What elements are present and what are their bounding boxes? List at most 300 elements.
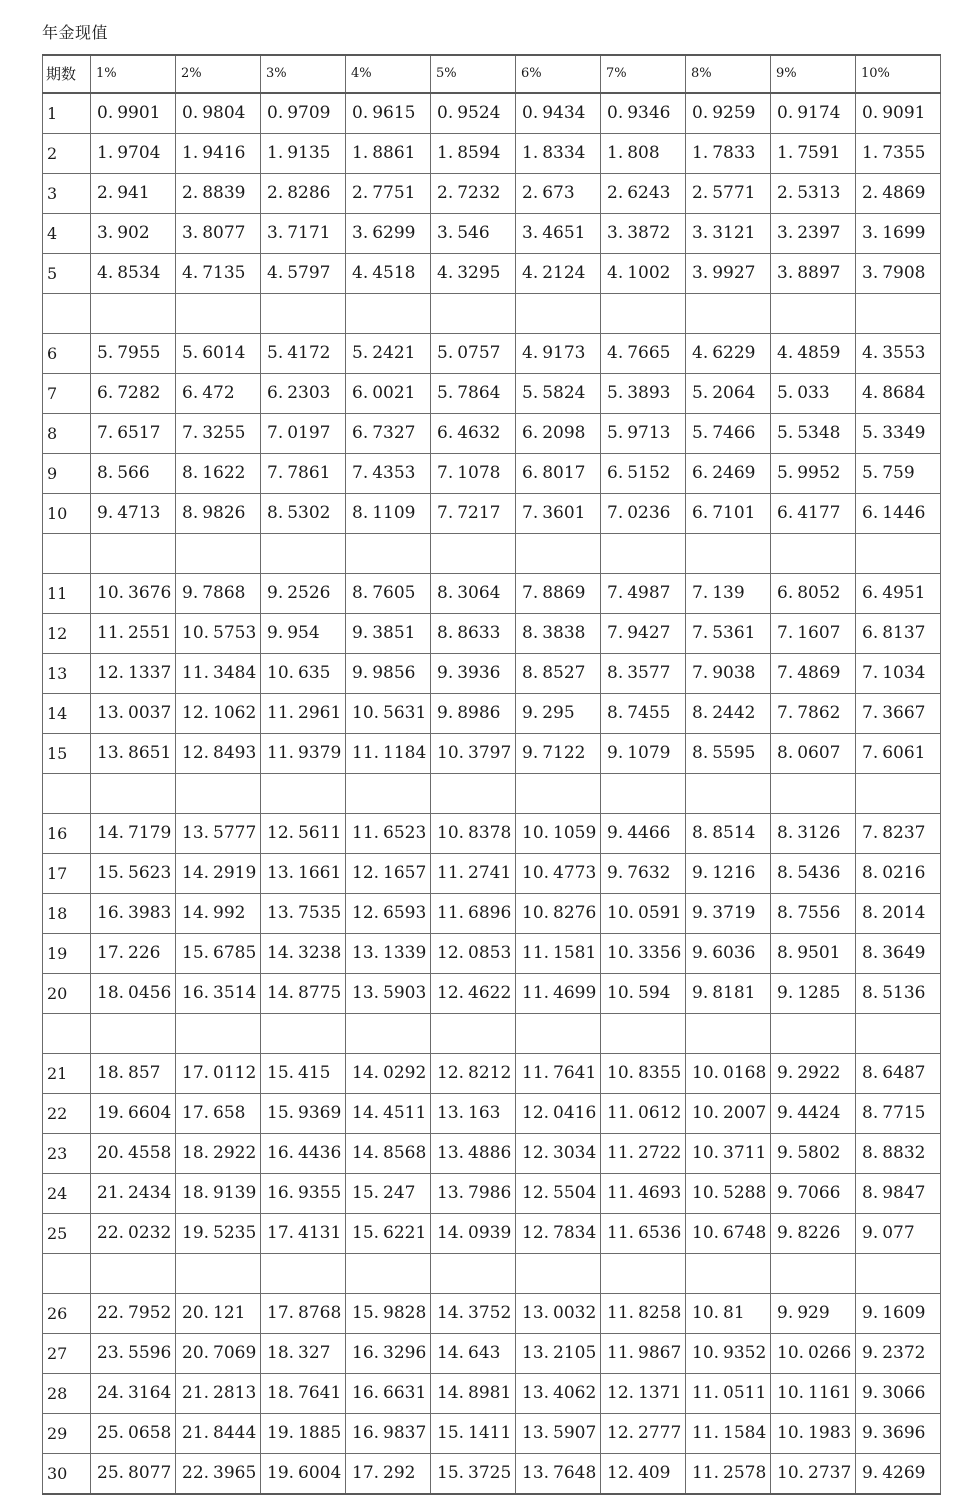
cell-value: 6. 4632 (431, 414, 516, 454)
cell-value: 10. 1059 (516, 814, 601, 854)
cell-period: 11 (43, 574, 91, 614)
column-header-rate-10pct: 10% (856, 55, 941, 93)
cell-value: 12. 1337 (91, 654, 176, 694)
cell-value: 3. 902 (91, 214, 176, 254)
cell-value: 7. 6517 (91, 414, 176, 454)
cell-value: 15. 6785 (176, 934, 261, 974)
cell-period: 12 (43, 614, 91, 654)
cell-value: 18. 327 (261, 1334, 346, 1374)
cell-value: 19. 5235 (176, 1214, 261, 1254)
cell-value: 8. 3577 (601, 654, 686, 694)
cell-value: 9. 7632 (601, 854, 686, 894)
spacer-cell (43, 1254, 91, 1294)
cell-value: 7. 1078 (431, 454, 516, 494)
cell-value: 7. 4869 (771, 654, 856, 694)
cell-value: 10. 2737 (771, 1454, 856, 1495)
cell-value: 6. 8017 (516, 454, 601, 494)
cell-value: 9. 295 (516, 694, 601, 734)
cell-value: 2. 4869 (856, 174, 941, 214)
cell-period: 14 (43, 694, 91, 734)
cell-value: 6. 2098 (516, 414, 601, 454)
spacer-cell (856, 774, 941, 814)
cell-value: 2. 7751 (346, 174, 431, 214)
cell-value: 8. 5436 (771, 854, 856, 894)
cell-value: 14. 0292 (346, 1054, 431, 1094)
cell-value: 9. 4466 (601, 814, 686, 854)
cell-value: 7. 0197 (261, 414, 346, 454)
cell-value: 8. 8514 (686, 814, 771, 854)
cell-value: 10. 3676 (91, 574, 176, 614)
cell-value: 8. 7605 (346, 574, 431, 614)
cell-value: 15. 6221 (346, 1214, 431, 1254)
cell-value: 17. 4131 (261, 1214, 346, 1254)
cell-value: 5. 9713 (601, 414, 686, 454)
cell-value: 13. 8651 (91, 734, 176, 774)
cell-value: 8. 9847 (856, 1174, 941, 1214)
cell-value: 0. 9615 (346, 93, 431, 134)
cell-value: 15. 5623 (91, 854, 176, 894)
column-header-rate-5pct: 5% (431, 55, 516, 93)
cell-value: 5. 3349 (856, 414, 941, 454)
spacer-cell (431, 1014, 516, 1054)
cell-value: 13. 4062 (516, 1374, 601, 1414)
cell-value: 8. 1622 (176, 454, 261, 494)
cell-value: 2. 941 (91, 174, 176, 214)
cell-value: 7. 3255 (176, 414, 261, 454)
cell-value: 7. 1034 (856, 654, 941, 694)
cell-value: 9. 9856 (346, 654, 431, 694)
cell-value: 13. 7535 (261, 894, 346, 934)
table-spacer-row (43, 1014, 941, 1054)
cell-period: 19 (43, 934, 91, 974)
cell-value: 13. 7648 (516, 1454, 601, 1495)
cell-value: 1. 7355 (856, 134, 941, 174)
spacer-cell (91, 294, 176, 334)
cell-value: 19. 6004 (261, 1454, 346, 1495)
cell-value: 19. 6604 (91, 1094, 176, 1134)
table-row (43, 174, 941, 214)
cell-value: 7. 5361 (686, 614, 771, 654)
spacer-cell (516, 1254, 601, 1294)
cell-value: 12. 409 (601, 1454, 686, 1495)
cell-value: 10. 5631 (346, 694, 431, 734)
spacer-cell (91, 774, 176, 814)
cell-value: 5. 0757 (431, 334, 516, 374)
cell-value: 11. 1584 (686, 1414, 771, 1454)
table-row (43, 614, 941, 654)
cell-period: 16 (43, 814, 91, 854)
cell-value: 0. 9259 (686, 93, 771, 134)
cell-value: 5. 5348 (771, 414, 856, 454)
cell-value: 11. 4693 (601, 1174, 686, 1214)
spacer-cell (176, 1014, 261, 1054)
cell-value: 7. 7861 (261, 454, 346, 494)
spacer-cell (346, 1014, 431, 1054)
cell-value: 7. 9038 (686, 654, 771, 694)
cell-value: 21. 2813 (176, 1374, 261, 1414)
cell-value: 10. 6748 (686, 1214, 771, 1254)
cell-value: 5. 2064 (686, 374, 771, 414)
cell-value: 5. 4172 (261, 334, 346, 374)
spacer-cell (43, 294, 91, 334)
annuity-present-value-table-container (42, 54, 940, 1495)
cell-value: 6. 4177 (771, 494, 856, 534)
table-row (43, 974, 941, 1014)
spacer-cell (516, 534, 601, 574)
cell-value: 8. 7455 (601, 694, 686, 734)
cell-value: 4. 4518 (346, 254, 431, 294)
spacer-cell (771, 1254, 856, 1294)
cell-value: 11. 2961 (261, 694, 346, 734)
cell-value: 8. 0216 (856, 854, 941, 894)
cell-value: 11. 2578 (686, 1454, 771, 1495)
cell-value: 20. 7069 (176, 1334, 261, 1374)
cell-period: 8 (43, 414, 91, 454)
table-body (43, 93, 941, 1494)
cell-value: 3. 7908 (856, 254, 941, 294)
cell-value: 9. 077 (856, 1214, 941, 1254)
cell-value: 15. 9828 (346, 1294, 431, 1334)
spacer-cell (346, 294, 431, 334)
table-row (43, 334, 941, 374)
cell-value: 5. 033 (771, 374, 856, 414)
table-row (43, 374, 941, 414)
cell-value: 25. 0658 (91, 1414, 176, 1454)
cell-value: 6. 8137 (856, 614, 941, 654)
cell-period: 20 (43, 974, 91, 1014)
spacer-cell (43, 774, 91, 814)
cell-value: 17. 292 (346, 1454, 431, 1495)
table-row (43, 1454, 941, 1495)
cell-value: 16. 3514 (176, 974, 261, 1014)
cell-value: 13. 5907 (516, 1414, 601, 1454)
spacer-cell (856, 534, 941, 574)
table-row (43, 1294, 941, 1334)
cell-value: 11. 3484 (176, 654, 261, 694)
spacer-cell (516, 294, 601, 334)
cell-value: 10. 635 (261, 654, 346, 694)
cell-value: 8. 5302 (261, 494, 346, 534)
cell-value: 9. 1285 (771, 974, 856, 1014)
cell-value: 11. 7641 (516, 1054, 601, 1094)
cell-value: 5. 5824 (516, 374, 601, 414)
cell-value: 12. 1371 (601, 1374, 686, 1414)
cell-value: 8. 3126 (771, 814, 856, 854)
cell-value: 13. 163 (431, 1094, 516, 1134)
cell-value: 6. 7327 (346, 414, 431, 454)
table-header-row (43, 55, 941, 93)
cell-value: 12. 6593 (346, 894, 431, 934)
spacer-cell (516, 774, 601, 814)
cell-value: 14. 992 (176, 894, 261, 934)
table-row (43, 894, 941, 934)
table-spacer-row (43, 534, 941, 574)
spacer-cell (771, 534, 856, 574)
cell-value: 21. 2434 (91, 1174, 176, 1214)
cell-value: 11. 6523 (346, 814, 431, 854)
cell-value: 11. 1184 (346, 734, 431, 774)
cell-value: 17. 0112 (176, 1054, 261, 1094)
cell-period: 1 (43, 93, 91, 134)
cell-value: 12. 4622 (431, 974, 516, 1014)
spacer-cell (771, 1014, 856, 1054)
cell-value: 0. 9524 (431, 93, 516, 134)
cell-value: 1. 9135 (261, 134, 346, 174)
cell-value: 3. 546 (431, 214, 516, 254)
cell-value: 7. 8237 (856, 814, 941, 854)
cell-value: 10. 2007 (686, 1094, 771, 1134)
cell-value: 0. 9091 (856, 93, 941, 134)
cell-value: 14. 3752 (431, 1294, 516, 1334)
cell-value: 21. 8444 (176, 1414, 261, 1454)
cell-value: 7. 7862 (771, 694, 856, 734)
cell-value: 10. 4773 (516, 854, 601, 894)
spacer-cell (856, 1014, 941, 1054)
spacer-cell (601, 534, 686, 574)
table-row (43, 134, 941, 174)
spacer-cell (856, 294, 941, 334)
cell-period: 2 (43, 134, 91, 174)
cell-value: 10. 5288 (686, 1174, 771, 1214)
spacer-cell (771, 774, 856, 814)
cell-value: 10. 8378 (431, 814, 516, 854)
cell-value: 15. 247 (346, 1174, 431, 1214)
cell-value: 11. 0511 (686, 1374, 771, 1414)
spacer-cell (686, 1014, 771, 1054)
table-row (43, 1054, 941, 1094)
cell-period: 9 (43, 454, 91, 494)
column-header-rate-2pct: 2% (176, 55, 261, 93)
cell-value: 13. 5903 (346, 974, 431, 1014)
column-header-rate-7pct: 7% (601, 55, 686, 93)
cell-value: 0. 9174 (771, 93, 856, 134)
cell-value: 8. 3649 (856, 934, 941, 974)
table-row (43, 814, 941, 854)
spacer-cell (686, 774, 771, 814)
table-row (43, 214, 941, 254)
cell-value: 10. 3711 (686, 1134, 771, 1174)
spacer-cell (261, 534, 346, 574)
cell-value: 9. 954 (261, 614, 346, 654)
table-row (43, 1134, 941, 1174)
spacer-cell (771, 294, 856, 334)
cell-value: 10. 5753 (176, 614, 261, 654)
cell-value: 9. 8226 (771, 1214, 856, 1254)
cell-value: 2. 8286 (261, 174, 346, 214)
cell-value: 12. 2777 (601, 1414, 686, 1454)
cell-period: 22 (43, 1094, 91, 1134)
cell-value: 8. 8633 (431, 614, 516, 654)
spacer-cell (346, 774, 431, 814)
cell-value: 25. 8077 (91, 1454, 176, 1495)
cell-value: 11. 2551 (91, 614, 176, 654)
cell-value: 4. 8684 (856, 374, 941, 414)
spacer-cell (431, 774, 516, 814)
spacer-cell (601, 1254, 686, 1294)
cell-value: 13. 2105 (516, 1334, 601, 1374)
cell-value: 5. 3893 (601, 374, 686, 414)
cell-value: 13. 0037 (91, 694, 176, 734)
spacer-cell (176, 1254, 261, 1294)
spacer-cell (176, 534, 261, 574)
cell-period: 29 (43, 1414, 91, 1454)
cell-value: 3. 9927 (686, 254, 771, 294)
cell-value: 9. 2372 (856, 1334, 941, 1374)
spacer-cell (346, 1254, 431, 1294)
column-header-rate-1pct: 1% (91, 55, 176, 93)
column-header-period: 期数 (43, 55, 91, 93)
cell-value: 7. 0236 (601, 494, 686, 534)
cell-period: 10 (43, 494, 91, 534)
spacer-cell (91, 534, 176, 574)
cell-value: 14. 3238 (261, 934, 346, 974)
cell-value: 9. 5802 (771, 1134, 856, 1174)
cell-value: 12. 3034 (516, 1134, 601, 1174)
spacer-cell (176, 294, 261, 334)
cell-value: 4. 4859 (771, 334, 856, 374)
column-header-rate-4pct: 4% (346, 55, 431, 93)
cell-value: 14. 4511 (346, 1094, 431, 1134)
cell-value: 8. 7715 (856, 1094, 941, 1134)
cell-value: 3. 4651 (516, 214, 601, 254)
cell-value: 8. 8832 (856, 1134, 941, 1174)
cell-value: 6. 2303 (261, 374, 346, 414)
cell-value: 8. 8527 (516, 654, 601, 694)
cell-value: 9. 1609 (856, 1294, 941, 1334)
spacer-cell (91, 1254, 176, 1294)
table-row (43, 1374, 941, 1414)
cell-period: 26 (43, 1294, 91, 1334)
spacer-cell (431, 534, 516, 574)
cell-value: 6. 7282 (91, 374, 176, 414)
cell-value: 5. 759 (856, 454, 941, 494)
cell-value: 11. 4699 (516, 974, 601, 1014)
cell-value: 12. 7834 (516, 1214, 601, 1254)
spacer-cell (261, 1014, 346, 1054)
spacer-cell (856, 1254, 941, 1294)
cell-value: 8. 5595 (686, 734, 771, 774)
cell-value: 9. 3936 (431, 654, 516, 694)
cell-value: 12. 0416 (516, 1094, 601, 1134)
cell-value: 19. 1885 (261, 1414, 346, 1454)
cell-value: 2. 5313 (771, 174, 856, 214)
cell-period: 7 (43, 374, 91, 414)
cell-period: 17 (43, 854, 91, 894)
cell-value: 5. 9952 (771, 454, 856, 494)
table-spacer-row (43, 1254, 941, 1294)
column-header-rate-3pct: 3% (261, 55, 346, 93)
spacer-cell (346, 534, 431, 574)
cell-value: 8. 3838 (516, 614, 601, 654)
cell-value: 8. 3064 (431, 574, 516, 614)
table-spacer-row (43, 294, 941, 334)
cell-value: 2. 8839 (176, 174, 261, 214)
cell-value: 1. 9704 (91, 134, 176, 174)
cell-value: 9. 7868 (176, 574, 261, 614)
cell-value: 9. 7066 (771, 1174, 856, 1214)
cell-value: 4. 3295 (431, 254, 516, 294)
cell-value: 11. 1581 (516, 934, 601, 974)
cell-value: 3. 7171 (261, 214, 346, 254)
cell-value: 4. 9173 (516, 334, 601, 374)
table-row (43, 1174, 941, 1214)
cell-value: 24. 3164 (91, 1374, 176, 1414)
cell-value: 7. 8869 (516, 574, 601, 614)
cell-value: 14. 2919 (176, 854, 261, 894)
spacer-cell (516, 1014, 601, 1054)
cell-value: 9. 6036 (686, 934, 771, 974)
cell-value: 2. 5771 (686, 174, 771, 214)
cell-value: 9. 929 (771, 1294, 856, 1334)
cell-value: 14. 8775 (261, 974, 346, 1014)
spacer-cell (686, 534, 771, 574)
cell-period: 18 (43, 894, 91, 934)
cell-value: 9. 2526 (261, 574, 346, 614)
cell-value: 7. 7217 (431, 494, 516, 534)
table-spacer-row (43, 774, 941, 814)
table-header (43, 55, 941, 93)
cell-value: 16. 3296 (346, 1334, 431, 1374)
cell-value: 9. 3851 (346, 614, 431, 654)
cell-period: 3 (43, 174, 91, 214)
spacer-cell (176, 774, 261, 814)
cell-value: 8. 5136 (856, 974, 941, 1014)
cell-value: 14. 8981 (431, 1374, 516, 1414)
cell-value: 6. 4951 (856, 574, 941, 614)
cell-value: 2. 673 (516, 174, 601, 214)
cell-value: 11. 8258 (601, 1294, 686, 1334)
cell-value: 13. 7986 (431, 1174, 516, 1214)
cell-value: 4. 7665 (601, 334, 686, 374)
cell-period: 15 (43, 734, 91, 774)
cell-value: 6. 472 (176, 374, 261, 414)
cell-value: 11. 2722 (601, 1134, 686, 1174)
cell-value: 4. 1002 (601, 254, 686, 294)
cell-value: 16. 9355 (261, 1174, 346, 1214)
spacer-cell (91, 1014, 176, 1054)
cell-value: 8. 6487 (856, 1054, 941, 1094)
cell-value: 6. 1446 (856, 494, 941, 534)
cell-value: 5. 2421 (346, 334, 431, 374)
cell-value: 0. 9901 (91, 93, 176, 134)
cell-value: 18. 7641 (261, 1374, 346, 1414)
table-row (43, 654, 941, 694)
table-row (43, 1094, 941, 1134)
cell-value: 7. 6061 (856, 734, 941, 774)
cell-value: 8. 2014 (856, 894, 941, 934)
cell-value: 4. 3553 (856, 334, 941, 374)
cell-value: 1. 9416 (176, 134, 261, 174)
cell-value: 1. 7833 (686, 134, 771, 174)
cell-value: 7. 3601 (516, 494, 601, 534)
cell-value: 15. 3725 (431, 1454, 516, 1495)
cell-value: 0. 9804 (176, 93, 261, 134)
cell-value: 9. 8181 (686, 974, 771, 1014)
cell-value: 1. 8861 (346, 134, 431, 174)
cell-period: 25 (43, 1214, 91, 1254)
cell-value: 18. 857 (91, 1054, 176, 1094)
cell-value: 12. 5611 (261, 814, 346, 854)
cell-value: 11. 9867 (601, 1334, 686, 1374)
spacer-cell (43, 1014, 91, 1054)
cell-value: 16. 3983 (91, 894, 176, 934)
cell-value: 18. 9139 (176, 1174, 261, 1214)
table-row (43, 934, 941, 974)
cell-period: 21 (43, 1054, 91, 1094)
cell-value: 7. 4353 (346, 454, 431, 494)
table-row (43, 574, 941, 614)
cell-value: 15. 9369 (261, 1094, 346, 1134)
